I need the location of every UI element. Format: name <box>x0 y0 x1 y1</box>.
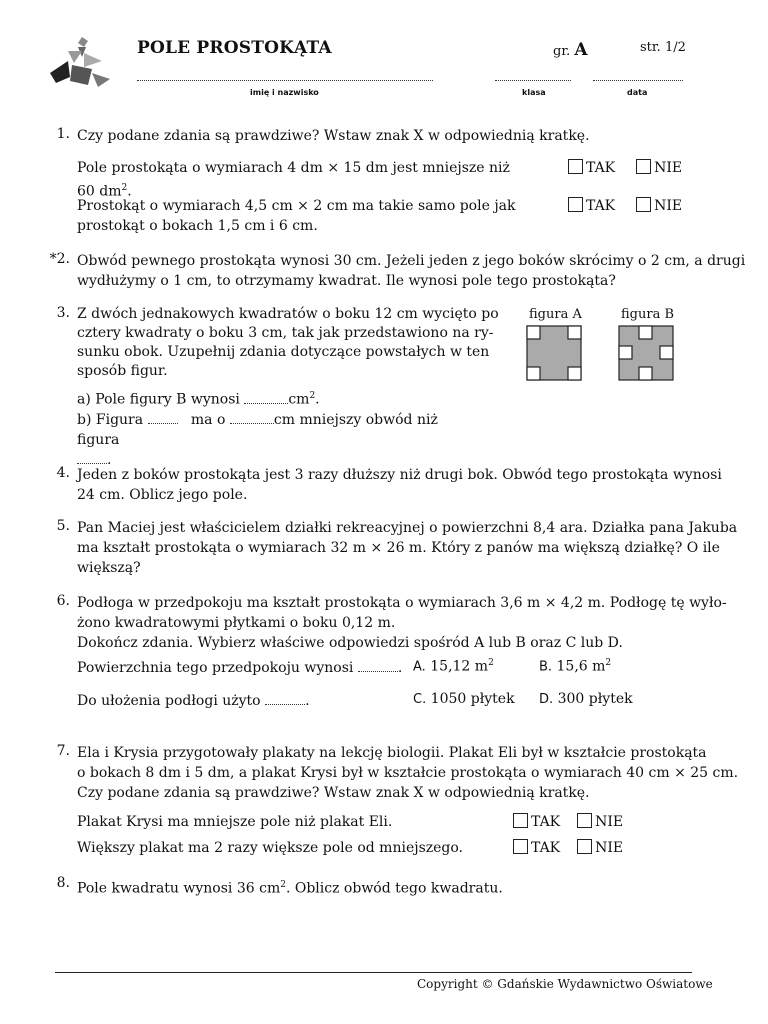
date-label: data <box>627 88 648 97</box>
q7-s2-no-checkbox[interactable] <box>577 839 592 854</box>
q6-s1: Powierzchnia tego przedpokoju wynosi . <box>77 660 403 676</box>
q1-number: 1. <box>56 126 70 142</box>
q3b-blank-length[interactable] <box>230 411 274 424</box>
q1-s1-no-checkbox[interactable] <box>636 159 651 174</box>
publisher-logo <box>48 33 114 89</box>
q3-number: 3. <box>56 305 70 321</box>
q1-text: Czy podane zdania są prawdziwe? Wstaw znak X w odpowiednią kratkę. <box>77 128 590 144</box>
q6-option-c[interactable]: C. 1050 płytek <box>413 691 515 707</box>
group-indicator: gr. A <box>553 40 588 60</box>
q6-s2: Do ułożenia podłogi użyto . <box>77 693 310 709</box>
q7-text: Ela i Krysia przygotowały plakaty na lekcję biologii. Plakat Eli był w kształcie prostokąta o bokach 8 dm i 5 dm, a plakat Krysi był w kształcie prostokąta o wymiarach 40 cm × 25 cm. Czy podane zdania są prawdziwe? Wstaw znak X w odpowiednią kratkę. <box>77 745 739 801</box>
page-number: str. 1/2 <box>640 40 686 55</box>
q3b-blank-figure2[interactable] <box>77 451 107 464</box>
q1-s2-answers: TAK NIE <box>568 197 682 214</box>
q3a: a) Pole figury B wynosi $cm^2$. <box>77 391 320 408</box>
q1-s2-no-checkbox[interactable] <box>636 197 651 212</box>
q6-s2-blank[interactable] <box>265 692 305 705</box>
q7-s2: Większy plakat ma 2 razy większe pole od mniejszego. <box>77 840 464 856</box>
page-title: POLE PROSTOKĄTA <box>137 38 332 58</box>
q8-number: 8. <box>56 875 70 891</box>
name-field[interactable] <box>137 80 433 81</box>
q6-option-d[interactable]: D. 300 płytek <box>539 691 633 707</box>
q1-s2-yes-checkbox[interactable] <box>568 197 583 212</box>
q6-text: Podłoga w przedpokoju ma kształt prostokąta o wymiarach 3,6 m × 4,2 m. Podłogę tę wyło- żono kwadratowymi płytkami o boku 0,12 m. Dokończ zdania. Wybierz właściwe odpowiedzi spośród A lub B oraz C lub D. <box>77 595 727 651</box>
q1-s1-yes-checkbox[interactable] <box>568 159 583 174</box>
q7-s1-no-checkbox[interactable] <box>577 813 592 828</box>
q3b-blank-figure[interactable] <box>148 411 178 424</box>
fig-b-label: figura B <box>621 307 675 322</box>
fig-a-label: figura A <box>529 307 582 322</box>
q6-number: 6. <box>56 593 70 609</box>
q4-number: 4. <box>56 465 70 481</box>
q7-s1-answers: TAK NIE <box>513 813 623 830</box>
copyright: Copyright © Gdańskie Wydawnictwo Oświatowe <box>417 977 713 991</box>
q2-number: *2. <box>49 251 70 267</box>
q1-s1-answers: TAK NIE <box>568 159 682 176</box>
class-field[interactable] <box>495 80 571 81</box>
q3a-blank[interactable] <box>244 391 288 404</box>
q1-s2: Prostokąt o wymiarach 4,5 cm × 2 cm ma takie samo pole jak prostokąt o bokach 1,5 cm i 6 cm. <box>77 198 516 234</box>
q5-number: 5. <box>56 518 70 534</box>
q6-option-a[interactable]: A. 15,12 $m^2$ <box>413 658 494 675</box>
q7-number: 7. <box>56 743 70 759</box>
date-field[interactable] <box>593 80 683 81</box>
q7-s2-yes-checkbox[interactable] <box>513 839 528 854</box>
q6-s1-blank[interactable] <box>358 659 398 672</box>
class-label: klasa <box>522 88 546 97</box>
q6-option-b[interactable]: B. 15,6 $m^2$ <box>539 658 612 675</box>
q3b: b) Figura ma o cm mniejszy obwód niż figura . <box>77 412 438 468</box>
q2-text: Obwód pewnego prostokąta wynosi 30 cm. Jeżeli jeden z jego boków skrócimy o 2 cm, a drugi wydłużymy o 1 cm, to otrzymamy kwadrat. Ile wynosi pole tego prostokąta? <box>77 253 746 289</box>
footer-divider <box>55 972 692 973</box>
q4-text: Jeden z boków prostokąta jest 3 razy dłuższy niż drugi bok. Obwód tego prostokąta wynosi 24 cm. Oblicz jego pole. <box>77 467 722 503</box>
q1-s1: Pole prostokąta o wymiarach 4 dm × 15 dm jest mniejsze niż 60 $dm^2$. <box>77 160 510 200</box>
q3-text: Z dwóch jednakowych kwadratów o boku 12 cm wycięto po cztery kwadraty o boku 3 cm, tak jak przedstawiono na ry- sunku obok. Uzupełnij zdania dotyczące powstałych w ten sposób figur. <box>77 306 499 379</box>
q7-s1: Plakat Krysi ma mniejsze pole niż plakat Eli. <box>77 814 393 830</box>
q7-s1-yes-checkbox[interactable] <box>513 813 528 828</box>
q7-s2-answers: TAK NIE <box>513 839 623 856</box>
q5-text: Pan Maciej jest właścicielem działki rekreacyjnej o powierzchni 8,4 ara. Działka pana Jakuba ma kształt prostokąta o wymiarach 32 m × 26 m. Który z panów ma większą działkę? O ile większą? <box>77 520 738 576</box>
figure-b <box>618 325 674 381</box>
q8-text: Pole kwadratu wynosi 36 $cm^2$. Oblicz obwód tego kwadratu. <box>77 880 503 897</box>
name-label: imię i nazwisko <box>250 88 319 97</box>
figure-a <box>526 325 582 381</box>
